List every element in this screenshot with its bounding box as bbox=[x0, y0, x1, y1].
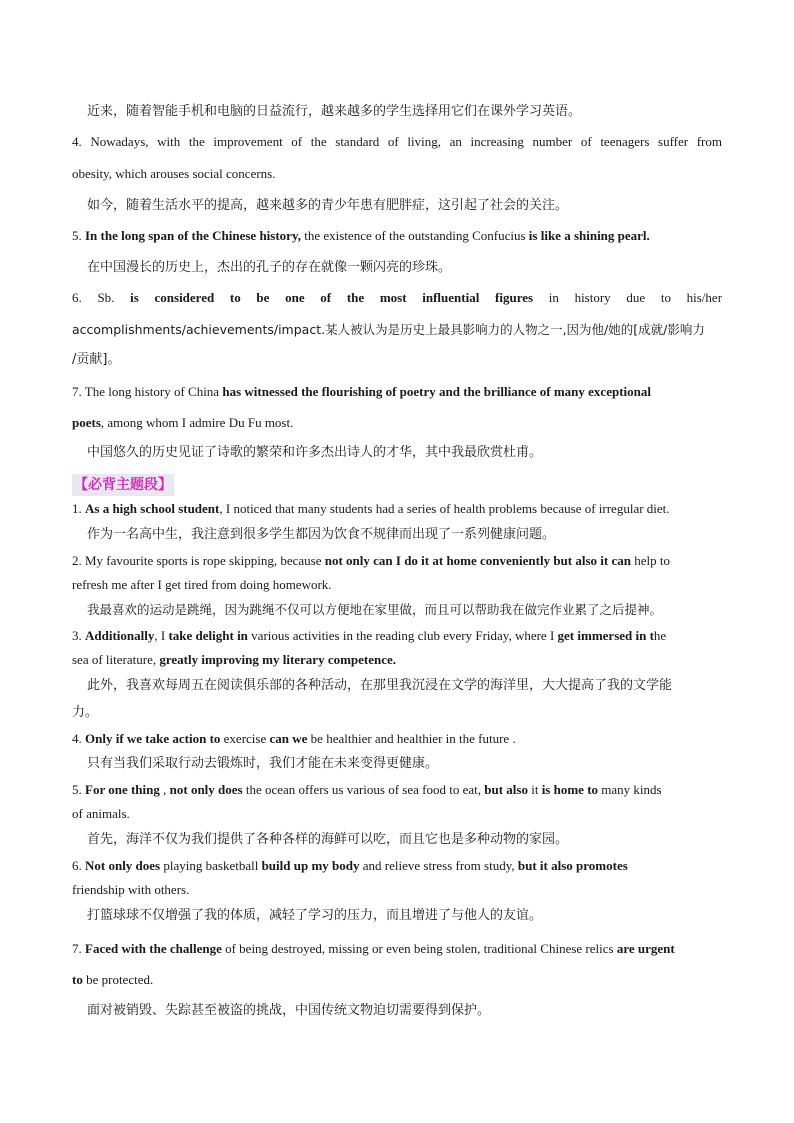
intro-cn-line: 近来，随着智能手机和电脑的日益流行，越来越多的学生选择用它们在课外学习英语。 bbox=[87, 104, 582, 119]
plain-text: , among whom I admire Du Fu most. bbox=[100, 415, 294, 430]
item-number: 1. bbox=[72, 501, 82, 516]
bold-phrase: not only does bbox=[169, 782, 243, 797]
item-5-en bbox=[72, 228, 722, 244]
plain-text: be healthier and healthier in the future . bbox=[307, 731, 516, 746]
plain-text: help to bbox=[630, 553, 670, 568]
bold-phrase: For one thing bbox=[85, 782, 160, 797]
bold-phrase: poets bbox=[72, 415, 101, 430]
para-2-en-line2: refresh me after I get tired from doing homework. bbox=[72, 577, 332, 592]
item-4-cn: 如今，随着生活水平的提高，越来越多的青少年患有肥胖症，这引起了社会的关注。 bbox=[87, 198, 569, 213]
plain-text: Sb. bbox=[97, 290, 115, 305]
para-1-cn: 作为一名高中生，我注意到很多学生都因为饮食不规律而出现了一系列健康问题。 bbox=[87, 527, 556, 542]
plain-text: many kinds bbox=[598, 782, 662, 797]
plain-text: My favourite sports is rope skipping, because bbox=[85, 553, 325, 568]
item-number: 4. bbox=[72, 134, 82, 149]
para-2-cn: 我最喜欢的运动是跳绳，因为跳绳不仅可以方便地在家里做，而且可以帮助我在做完作业累了之后提神。 bbox=[87, 602, 663, 617]
bold-phrase: is considered to be one of the most influential figures bbox=[130, 290, 534, 305]
para-4-en bbox=[72, 731, 722, 747]
bold-phrase: to bbox=[72, 972, 83, 987]
para-7-en-line2 bbox=[72, 972, 722, 988]
item-6-line2: accomplishments/achievements/impact.某人被认为是历史上最具影响力的人物之一,因为他/她的[成就/影响力 bbox=[72, 322, 705, 337]
para-3-cn-line1: 此外，我喜欢每周五在阅读俱乐部的各种活动，在那里我沉浸在文学的海洋里，大大提高了我的文学能 bbox=[87, 678, 673, 693]
bold-phrase: can we bbox=[269, 731, 308, 746]
item-4-en-line2: obesity, which arouses social concerns. bbox=[72, 166, 276, 181]
para-5-cn: 首先，海洋不仅为我们提供了各种各样的海鲜可以吃，而且它也是多种动物的家园。 bbox=[87, 832, 569, 847]
item-number: 6. bbox=[72, 290, 82, 305]
plain-text: , bbox=[159, 782, 170, 797]
plain-text: sea of literature, bbox=[72, 652, 160, 667]
item-number: 6. bbox=[72, 858, 82, 873]
plain-text: , I bbox=[154, 628, 169, 643]
section-title: 【必背主题段】 bbox=[72, 474, 174, 496]
bold-phrase: but it also promotes bbox=[517, 858, 628, 873]
item-number: 7. bbox=[72, 941, 82, 956]
para-7-cn: 面对被销毁、失踪甚至被盗的挑战，中国传统文物迫切需要得到保护。 bbox=[87, 1003, 491, 1018]
bold-phrase: get immersed in t bbox=[557, 628, 654, 643]
item-7-en-line2 bbox=[72, 415, 722, 431]
para-5-en-line1 bbox=[72, 782, 722, 798]
para-6-en-line1 bbox=[72, 858, 722, 874]
bold-phrase: In the long span of the Chinese history, bbox=[85, 228, 301, 243]
bold-phrase: not only can I do it at home conveniently but also it can bbox=[324, 553, 631, 568]
plain-text: of being destroyed, missing or even being stolen, traditional Chinese relics bbox=[221, 941, 617, 956]
item-number: 3. bbox=[72, 628, 82, 643]
bold-phrase: take delight in bbox=[168, 628, 248, 643]
plain-text: exercise bbox=[220, 731, 270, 746]
bold-phrase: is home to bbox=[541, 782, 599, 797]
item-number: 5. bbox=[72, 782, 82, 797]
bold-phrase: Only if we take action to bbox=[85, 731, 221, 746]
para-2-en-line1 bbox=[72, 553, 722, 569]
plain-text: be protected. bbox=[82, 972, 154, 987]
para-4-cn: 只有当我们采取行动去锻炼时，我们才能在未来变得更健康。 bbox=[87, 756, 439, 771]
bold-phrase: is like a shining pearl. bbox=[528, 228, 650, 243]
item-6-en-line1 bbox=[72, 290, 722, 306]
para-6-cn: 打篮球球不仅增强了我的体质，减轻了学习的压力，而且增进了与他人的友谊。 bbox=[87, 908, 543, 923]
item-7-en-line1 bbox=[72, 384, 722, 400]
bold-phrase: Not only does bbox=[85, 858, 161, 873]
bold-phrase: Additionally bbox=[85, 628, 155, 643]
bold-phrase: are urgent bbox=[616, 941, 675, 956]
plain-text: playing basketball bbox=[160, 858, 262, 873]
plain-text: various activities in the reading club every Friday, where I bbox=[247, 628, 558, 643]
para-3-en-line1 bbox=[72, 628, 722, 644]
bold-phrase: greatly improving my literary competence. bbox=[159, 652, 397, 667]
bold-phrase: has witnessed the flourishing of poetry and the brilliance of many exceptional bbox=[222, 384, 651, 399]
item-number: 7. bbox=[72, 384, 82, 399]
para-3-en-line2 bbox=[72, 652, 722, 668]
item-4-en-line1 bbox=[72, 134, 722, 150]
plain-text: and relieve stress from study, bbox=[359, 858, 518, 873]
bold-phrase: but also bbox=[484, 782, 528, 797]
item-number: 2. bbox=[72, 553, 82, 568]
item-7-cn: 中国悠久的历史见证了诗歌的繁荣和许多杰出诗人的才华，其中我最欣赏杜甫。 bbox=[87, 445, 543, 460]
item-5-cn: 在中国漫长的历史上，杰出的孔子的存在就像一颗闪亮的珍珠。 bbox=[87, 260, 452, 275]
item-number: 4. bbox=[72, 731, 82, 746]
item-6-line3: /贡献]。 bbox=[72, 352, 121, 367]
para-6-en-line2: friendship with others. bbox=[72, 882, 190, 897]
item-text: Nowadays, with the improvement of the standard of living, an increasing number of teenagers suffer from bbox=[90, 134, 722, 149]
plain-text: the ocean offers us various of sea food to eat, bbox=[242, 782, 485, 797]
para-7-en-line1 bbox=[72, 941, 722, 957]
bold-phrase: Faced with the challenge bbox=[85, 941, 222, 956]
bold-phrase: As a high school student bbox=[85, 501, 220, 516]
plain-text: in history due to his/her bbox=[548, 290, 723, 305]
plain-text: he bbox=[653, 628, 667, 643]
para-5-en-line2: of animals. bbox=[72, 806, 130, 821]
bold-phrase: build up my body bbox=[261, 858, 360, 873]
plain-text: , I noticed that many students had a series of health problems because of irregular diet. bbox=[219, 501, 670, 516]
plain-text: The long history of China bbox=[84, 384, 223, 399]
item-number: 5. bbox=[72, 228, 82, 243]
plain-text: the existence of the outstanding Confucius bbox=[300, 228, 529, 243]
para-1-en bbox=[72, 501, 722, 517]
plain-text: it bbox=[527, 782, 542, 797]
para-3-cn-line2: 力。 bbox=[72, 705, 99, 720]
